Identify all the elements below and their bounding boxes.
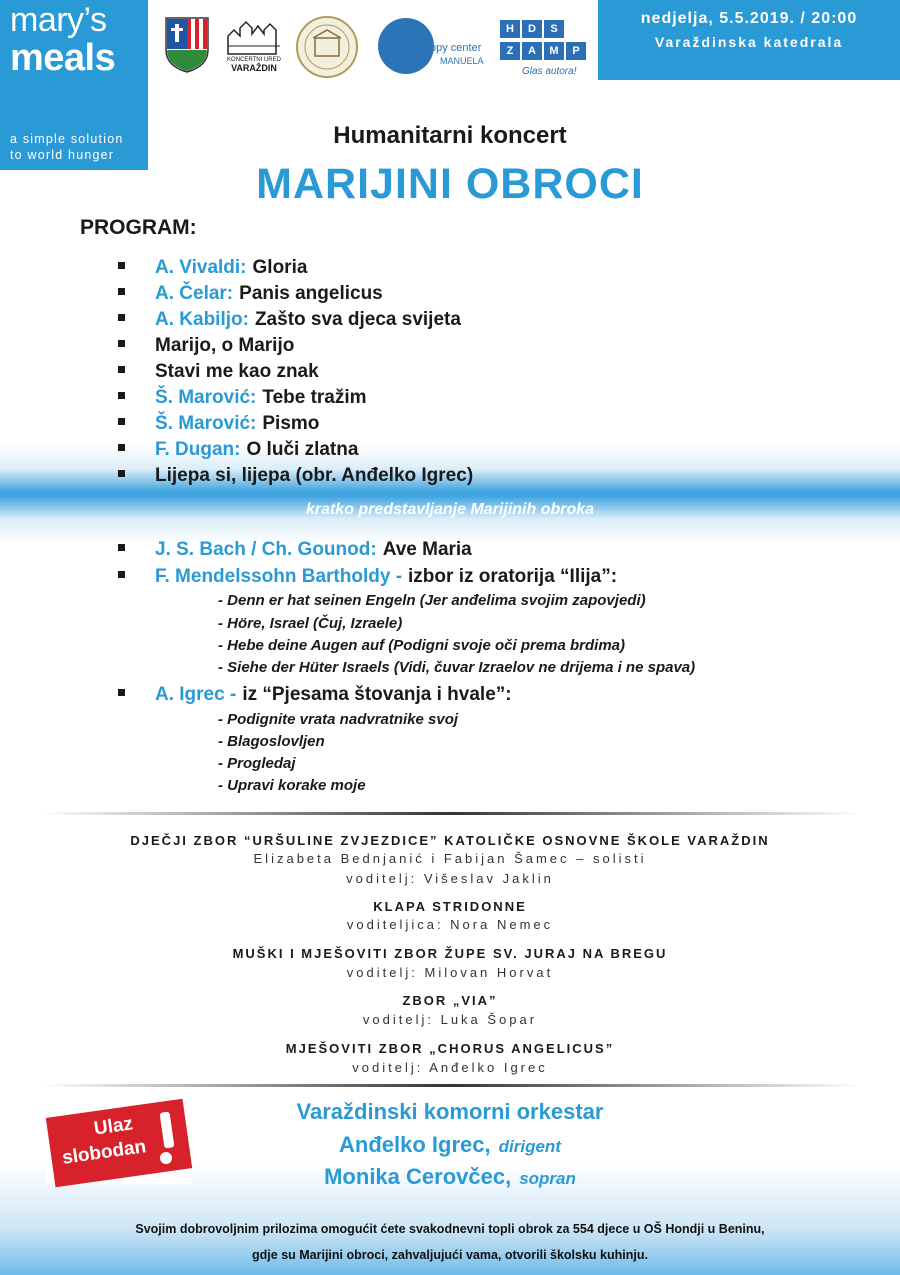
badge-line1: Ulaz	[92, 1113, 135, 1140]
program-item	[118, 387, 367, 409]
bullet-icon	[118, 366, 125, 373]
performer-detail: Elizabeta Bednjanić i Fabijan Šamec – solisti	[253, 851, 647, 866]
program-item	[118, 335, 294, 357]
hds-letter: Z	[500, 42, 520, 60]
event-venue: Varaždinska katedrala	[654, 34, 844, 50]
program-heading: PROGRAM:	[80, 216, 197, 239]
bullet-icon	[118, 262, 125, 269]
logo-tagline2: to world hunger	[10, 148, 115, 162]
program-work: O luči zlatna	[246, 439, 359, 460]
footer-line1: Svojim dobrovoljnim prilozima omogućit ćete svakodnevni topli obrok za 554 djece u OŠ Hondji u Beninu,	[135, 1222, 765, 1236]
concert-subtitle: Humanitarni koncert	[333, 122, 567, 149]
program-subpart: - Denn er hat seinen Engeln (Jer anđelima svojim zapovjedi)	[218, 592, 646, 609]
program-item	[118, 684, 512, 706]
performer-name: MJEŠOVITI ZBOR „CHORUS ANGELICUS”	[285, 1041, 615, 1056]
ured-caption1: KONCERTNI URED	[227, 57, 281, 63]
hds-letter: P	[566, 42, 586, 60]
performer-detail: voditelj: Višeslav Jaklin	[346, 871, 554, 886]
program-work: Panis angelicus	[239, 283, 383, 304]
program-composer: F. Dugan:	[155, 439, 241, 460]
program-subpart: - Blagoslovljen	[218, 733, 325, 750]
intermission-text: kratko predstavljanje Marijinih obroka	[305, 501, 595, 518]
program-composer: A. Vivaldi:	[155, 257, 247, 278]
program-composer: A. Kabiljo:	[155, 309, 249, 330]
program-work: izbor iz oratorija “Ilija”:	[408, 566, 618, 587]
castle-icon	[226, 16, 282, 56]
performer-name: ZBOR „VIA”	[402, 993, 498, 1008]
program-subpart: - Upravi korake moje	[218, 777, 366, 794]
program-work: Marijo, o Marijo	[155, 335, 295, 356]
program-item	[118, 566, 617, 588]
bullet-icon	[118, 314, 125, 321]
bullet-icon	[118, 444, 125, 451]
program-work: Pismo	[262, 413, 320, 434]
orchestra-name: Varaždinski komorni orkestar	[296, 1099, 604, 1124]
bullet-icon	[118, 392, 125, 399]
program-composer: J. S. Bach / Ch. Gounod:	[155, 539, 377, 560]
program-composer: A. Čelar:	[155, 283, 234, 304]
bullet-icon	[118, 544, 125, 551]
performer-detail: voditeljica: Nora Nemec	[346, 917, 554, 932]
event-info-box	[598, 0, 900, 80]
program-composer: A. Igrec -	[155, 684, 237, 705]
copy-center-sub: MANUELA	[440, 56, 484, 66]
performer-detail: voditelj: Luka Šopar	[362, 1012, 538, 1027]
performer-detail: voditelj: Anđelko Igrec	[352, 1060, 548, 1075]
badge-line2: slobodan	[60, 1136, 148, 1169]
hds-letter: H	[500, 20, 520, 38]
bullet-icon	[118, 340, 125, 347]
copy-center-circle-icon	[378, 18, 434, 74]
divider	[40, 1084, 860, 1087]
conductor-role: dirigent	[498, 1137, 561, 1156]
hds-letter: S	[544, 20, 564, 38]
program-item	[118, 465, 473, 487]
program-subpart: - Höre, Israel (Čuj, Izraele)	[218, 615, 403, 632]
program-work: iz “Pjesama štovanja i hvale”:	[242, 684, 512, 705]
program-item	[118, 283, 383, 305]
copy-center-text: opy center	[430, 42, 482, 54]
program-item	[118, 257, 307, 279]
soloist-role: sopran	[519, 1169, 576, 1188]
bullet-icon	[118, 470, 125, 477]
hds-letter: M	[544, 42, 564, 60]
conductor-name: Anđelko Igrec,	[339, 1132, 491, 1157]
program-composer: Š. Marović:	[155, 413, 257, 434]
bullet-icon	[118, 689, 125, 696]
performer-name: MUŠKI I MJEŠOVITI ZBOR ŽUPE SV. JURAJ NA BREGU	[232, 946, 668, 961]
program-subpart: - Hebe deine Augen auf (Podigni svoje oči prema brdima)	[218, 637, 626, 654]
program-work: Lijepa si, lijepa (obr. Anđelko Igrec)	[155, 465, 474, 486]
program-item	[118, 539, 472, 561]
program-item	[118, 309, 461, 331]
logo-tagline1: a simple solution	[10, 132, 124, 146]
concert-title: MARIJINI OBROCI	[256, 160, 644, 208]
program-item	[118, 413, 319, 435]
program-item	[118, 361, 319, 383]
soloist-line	[0, 1164, 900, 1190]
hds-zamp-logo	[498, 16, 590, 80]
bullet-icon	[118, 288, 125, 295]
performer-detail: voditelj: Milovan Horvat	[346, 965, 554, 980]
program-work: Gloria	[252, 257, 308, 278]
performer-name: KLAPA STRIDONNE	[373, 899, 527, 914]
program-subpart: - Siehe der Hüter Israels (Vidi, čuvar Izraelov ne drijema i ne spava)	[218, 659, 696, 676]
hds-letter: D	[522, 20, 542, 38]
copy-center-logo	[378, 16, 496, 80]
program-composer: F. Mendelssohn Bartholdy -	[155, 566, 403, 587]
logo-line2: meals	[10, 37, 116, 79]
hds-letter: A	[522, 42, 542, 60]
soloist-name: Monika Cerovčec,	[324, 1164, 512, 1189]
program-work: Zašto sva djeca svijeta	[254, 309, 461, 330]
logo-line1: mary’s	[10, 1, 107, 39]
bullet-icon	[118, 418, 125, 425]
ured-caption2: VARAŽDIN	[231, 63, 277, 73]
hds-tagline: Glas autora!	[522, 66, 577, 77]
program-work: Tebe tražim	[262, 387, 367, 408]
performer-name: DJEČJI ZBOR “URŠULINE ZVJEZDICE” KATOLIČKE OSNOVNE ŠKOLE VARAŽDIN	[130, 833, 770, 848]
conductor-line	[0, 1132, 900, 1158]
program-work: Ave Maria	[382, 539, 472, 560]
program-composer: Š. Marović:	[155, 387, 257, 408]
divider	[40, 812, 860, 815]
bullet-icon	[118, 571, 125, 578]
program-work: Stavi me kao znak	[155, 361, 319, 382]
coat-of-arms-icon	[164, 16, 210, 74]
school-seal-icon	[296, 16, 358, 78]
koncertni-ured-logo	[226, 16, 282, 80]
program-subpart: - Progledaj	[218, 755, 296, 772]
footer-line2: gdje su Marijini obroci, zahvaljujući vama, otvorili školsku kuhinju.	[252, 1248, 648, 1262]
program-subpart: - Podignite vrata nadvratnike svoj	[218, 711, 459, 728]
event-date: nedjelja, 5.5.2019. / 20:00	[640, 10, 858, 27]
program-item	[118, 439, 358, 461]
